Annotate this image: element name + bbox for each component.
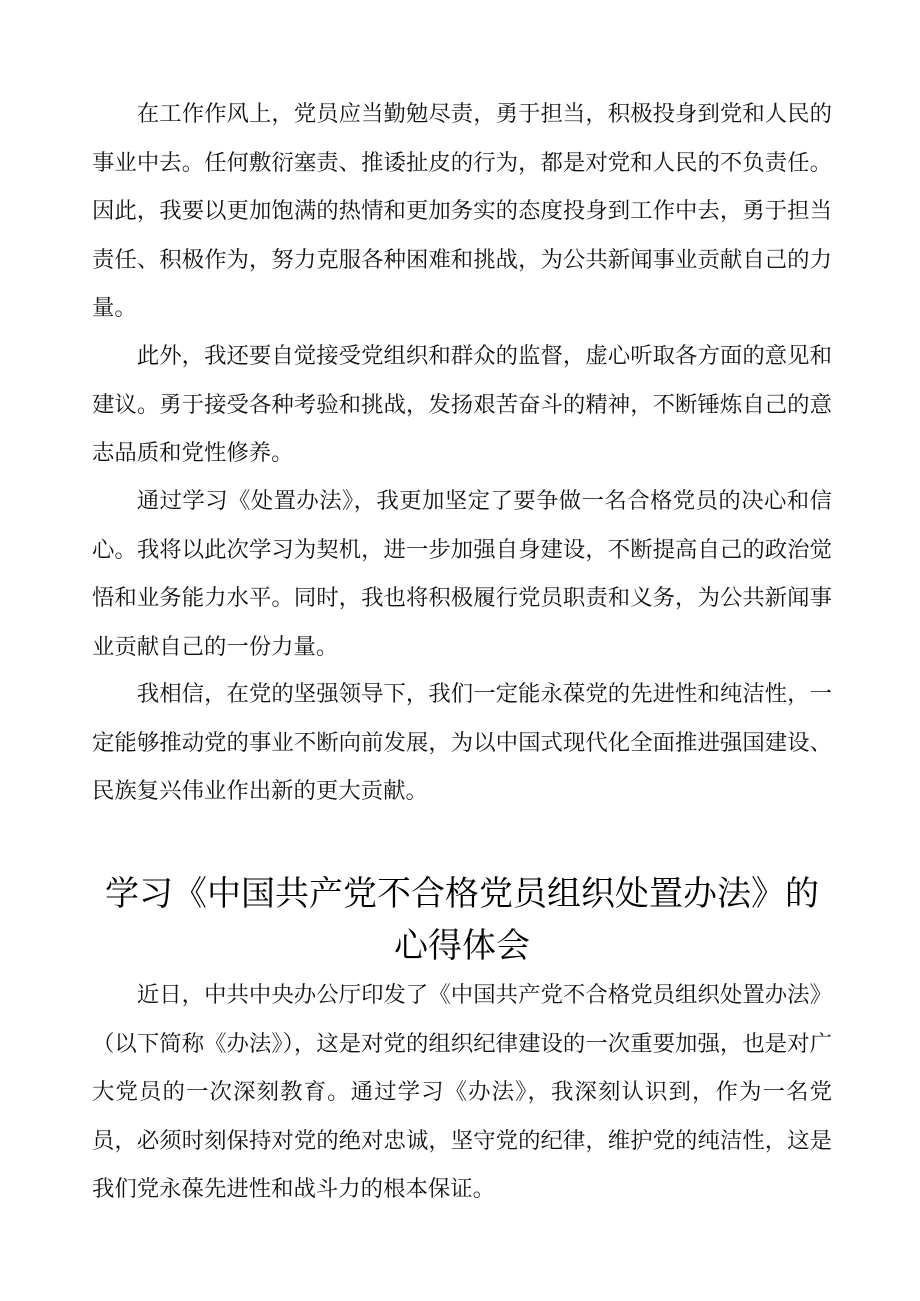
paragraph-study-resolve: 通过学习《处置办法》，我更加坚定了要争做一名合格党员的决心和信心。我将以此次学习为契机，进一步加强自身建设，不断提高自己的政治觉悟和业务能力水平。同时，我也将积极履行党员职责和义务，为公共新闻事业贡献自己的一份力量。 [92,488,832,660]
heading-line-2: 心得体会 [394,926,530,966]
paragraph-work-style: 在工作作风上，党员应当勤勉尽责，勇于担当，积极投身到党和人民的事业中去。任何敷衍塞责、推诿扯皮的行为，都是对党和人民的不负责任。因此，我要以更加饱满的热情和更加务实的态度投身到工作中去，勇于担当责任、积极作为，努力克服各种困难和挑战，为公共新闻事业贡献自己的力量。 [92,101,832,321]
paragraph-intro: 近日，中共中央办公厅印发了《中国共产党不合格党员组织处置办法》（以下简称《办法》），这是对党的组织纪律建设的一次重要加强，也是对广大党员的一次深刻教育。通过学习《办法》，我深刻认识到，作为一名党员，必须时刻保持对党的绝对忠诚，坚守党的纪律，维护党的纯洁性，这是我们党永葆先进性和战斗力的根本保证。 [92,982,832,1202]
section-heading [92,868,832,972]
paragraph-belief: 我相信，在党的坚强领导下，我们一定能永葆党的先进性和纯洁性，一定能够推动党的事业不断向前发展，为以中国式现代化全面推进强国建设、民族复兴伟业作出新的更大贡献。 [92,681,832,804]
heading-line-1: 学习《中国共产党不合格党员组织处置办法》的 [105,874,819,914]
paragraph-supervision: 此外，我还要自觉接受党组织和群众的监督，虚心听取各方面的意见和建议。勇于接受各种考验和挑战，发扬艰苦奋斗的精神，不断锤炼自己的意志品质和党性修养。 [92,343,832,466]
